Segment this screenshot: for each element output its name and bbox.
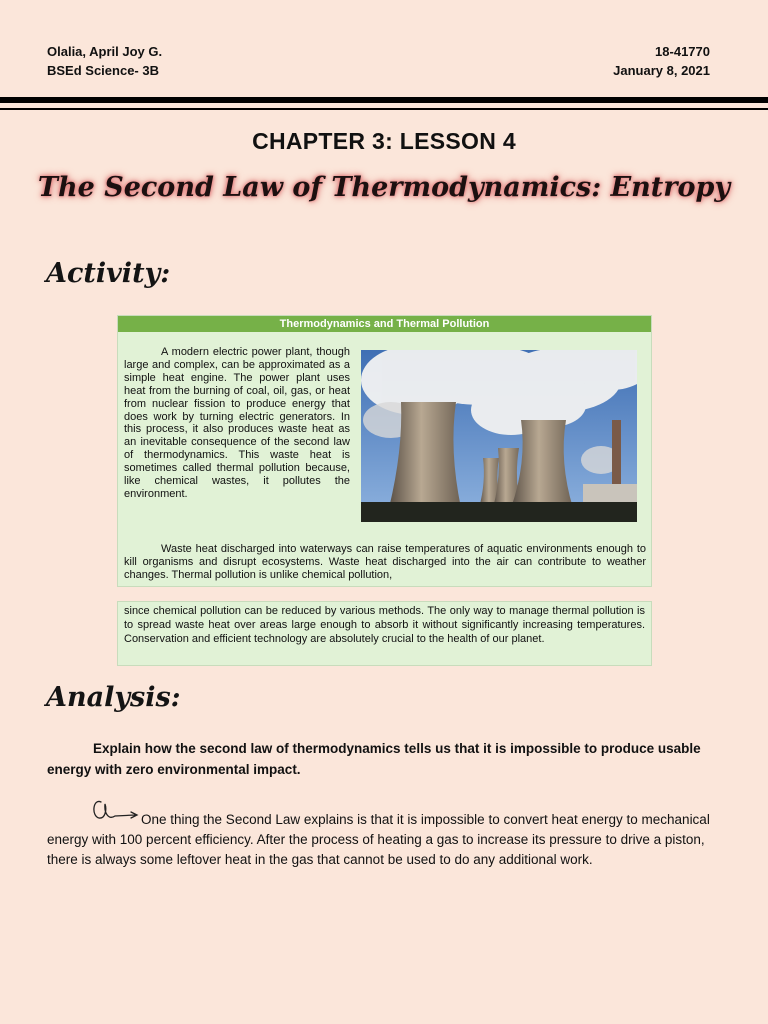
handwritten-a-icon [47,808,141,830]
activity-reading-continuation [117,601,652,666]
student-course: BSEd Science- 3B [47,63,159,78]
cooling-towers-illustration [361,350,637,522]
activity-reading-box [117,315,652,587]
chapter-heading: CHAPTER 3: LESSON 4 [252,128,516,154]
document-date: January 8, 2021 [613,63,710,78]
reading-paragraph-2 [124,543,646,582]
lesson-title: The Second Law of Thermodynamics: Entropy [37,172,731,203]
analysis-question [47,738,727,780]
reading-paragraph-2-text: Waste heat discharged into waterways can raise temperatures of aquatic environments enough to kill organisms and disrupt ecosystems. Waste heat discharged into the air can contribute to weather changes. Thermal pollution is unlike chemical pollution, [124,543,646,581]
reading-continuation-text: since chemical pollution can be reduced by various methods. The only way to manage thermal pollution is to spread waste heat over areas large enough to absorb it without significantly increasing temperatures. Conservation and efficient technology are absolutely crucial to the health of our planet. [124,605,645,645]
analysis-question-text: Explain how the second law of thermodynamics tells us that it is impossible to produce usable energy with zero environmental impact. [47,741,701,777]
analysis-heading: Analysis: [46,682,181,713]
student-info [47,42,162,80]
activity-heading: Activity: [46,258,171,289]
analysis-answer [47,808,727,870]
analysis-answer-text: One thing the Second Law explains is that it is impossible to convert heat energy to mechanical energy with 100 percent efficiency. After the process of heating a gas to increase its pressure to drive a piston, there is always some leftover heat in the gas that cannot be used to do any additional work. [47,812,710,867]
header-divider-thick [0,97,768,103]
document-meta [613,42,710,80]
power-plant-photo [361,350,637,522]
header-divider-thin [0,108,768,110]
reading-box-title: Thermodynamics and Thermal Pollution [118,316,651,332]
student-id: 18-41770 [655,44,710,59]
reading-paragraph-1-text: A modern electric power plant, though large and complex, can be approximated as a simple heat engine. The power plant uses heat from the burning of coal, oil, gas, or heat from nuclear fission to produce energy that does work by turning electric generators. In this process, it also produces waste heat as an inevitable consequence of the second law of thermodynamics. This waste heat is sometimes called thermal pollution because, like chemical wastes, it pollutes the environment. [124,346,350,500]
student-name: Olalia, April Joy G. [47,44,163,59]
reading-paragraph-1 [124,346,350,501]
